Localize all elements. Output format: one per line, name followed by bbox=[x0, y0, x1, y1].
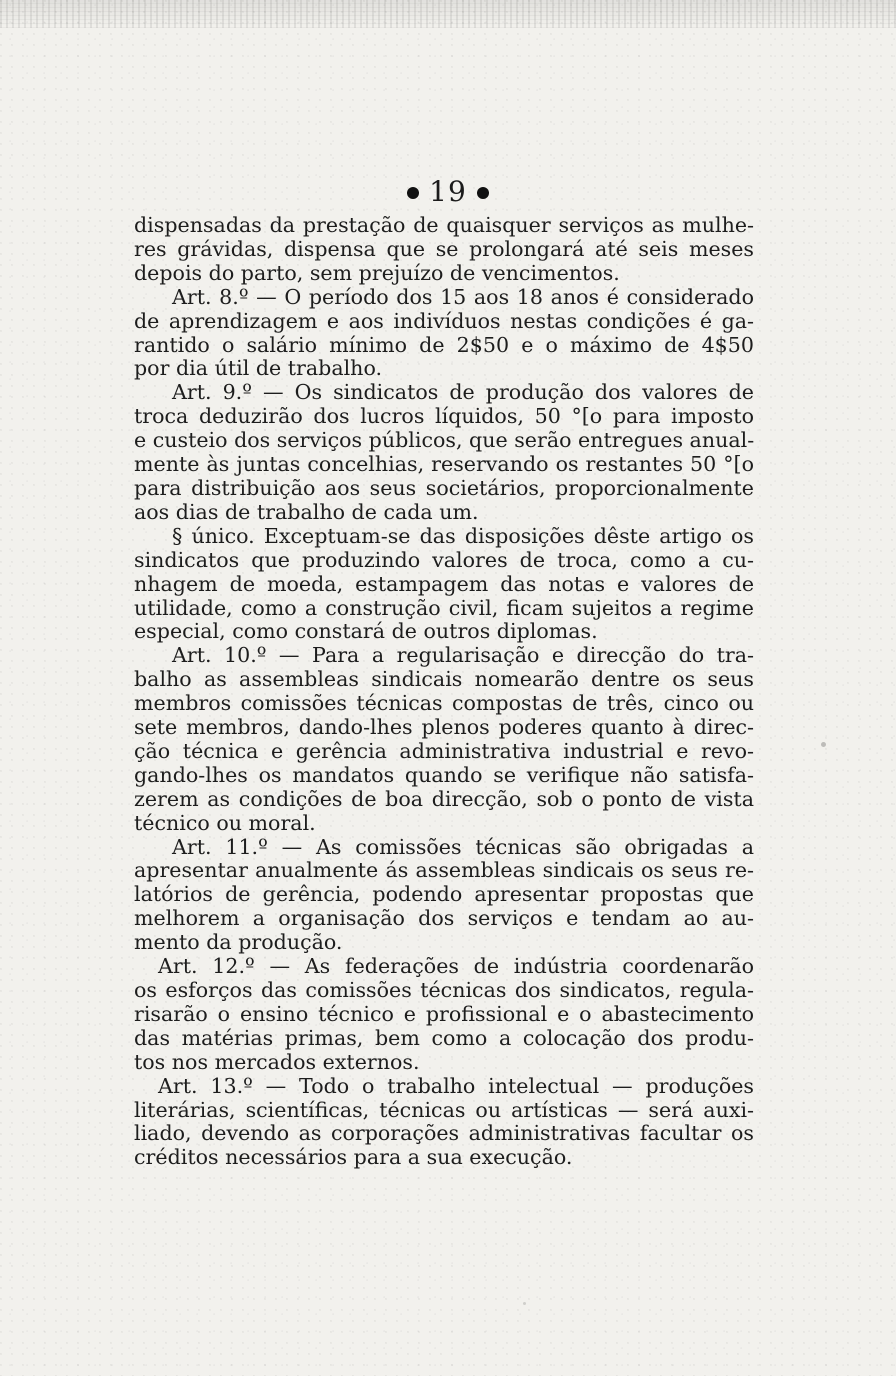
body-line: mente às juntas concelhias, reservando os restantes 50 °[o bbox=[134, 452, 754, 477]
body-line: troca deduzirão dos lucros líquidos, 50 °[o para imposto bbox=[134, 404, 754, 429]
body-line: das matérias primas, bem como a colocação dos produ- bbox=[134, 1025, 754, 1050]
body-line: apresentar anualmente ás assembleas sindicais os seus re- bbox=[134, 858, 754, 883]
body-line: os esforços das comissões técnicas dos sindicatos, regula- bbox=[134, 978, 754, 1002]
body-line: depois do parto, sem prejuízo de vencimentos. bbox=[134, 260, 620, 285]
paper-speck bbox=[523, 1302, 526, 1305]
body-line: técnico ou moral. bbox=[134, 810, 316, 835]
article-heading-line: Art. 8.º — O período dos 15 aos 18 anos é considerado bbox=[172, 284, 754, 309]
body-line: créditos necessários para a sua execução. bbox=[134, 1145, 573, 1170]
page-top-speckle bbox=[0, 0, 896, 28]
body-line: literárias, scientíficas, técnicas ou artísticas — será auxi- bbox=[134, 1097, 754, 1122]
body-line: gando-lhes os mandatos quando se verifique não satisfa- bbox=[134, 762, 754, 787]
body-line: tos nos mercados externos. bbox=[134, 1049, 420, 1074]
article-heading-line: Art. 9.º — Os sindicatos de produção dos valores de bbox=[172, 380, 754, 405]
body-line: para distribuição aos seus societários, proporcionalmente bbox=[134, 475, 754, 500]
article-heading-line: Art. 10.º — Para a regularisação e direcção do tra- bbox=[172, 643, 754, 668]
body-line: latórios de gerência, podendo apresentar propostas que bbox=[134, 882, 754, 907]
document-body bbox=[134, 214, 754, 1170]
article-heading-line: Art. 13.º — Todo o trabalho intelectual — produções bbox=[158, 1073, 754, 1098]
body-line: sete membros, dando-lhes plenos poderes quanto à direc- bbox=[134, 715, 754, 740]
paper-speck bbox=[821, 742, 826, 747]
body-line: utilidade, como a construção civil, ficam sujeitos a regime bbox=[134, 595, 754, 620]
body-line: mento da produção. bbox=[134, 930, 343, 955]
body-line: sindicatos que produzindo valores de troca, como a cu- bbox=[134, 547, 754, 572]
body-line: zerem as condições de boa direcção, sob o ponto de vista bbox=[134, 786, 754, 811]
page-number-wrap bbox=[407, 177, 489, 207]
body-line: dispensadas da prestação de quaisquer serviços as mulhe- bbox=[134, 213, 754, 237]
body-line: aos dias de trabalho de cada um. bbox=[134, 499, 479, 524]
section-line: § único. Exceptuam-se das disposições dêste artigo os bbox=[172, 523, 754, 548]
body-line: e custeio dos serviços públicos, que serão entregues anual- bbox=[134, 428, 755, 453]
article-heading-line: Art. 11.º — As comissões técnicas são obrigadas a bbox=[172, 834, 754, 859]
body-line: membros comissões técnicas compostas de três, cinco ou bbox=[134, 691, 754, 716]
body-line: melhorem a organisação dos serviços e tendam ao au- bbox=[134, 906, 754, 931]
page-header bbox=[0, 174, 896, 207]
body-line: risarão o ensino técnico e profissional e o abastecimento bbox=[134, 1001, 754, 1026]
body-line: por dia útil de trabalho. bbox=[134, 356, 383, 381]
body-line: especial, como constará de outros diplomas. bbox=[134, 619, 598, 644]
article-heading-line: Art. 12.º — As federações de indústria coordenarão bbox=[158, 954, 754, 979]
bullet-icon-left bbox=[407, 187, 419, 199]
body-line: ção técnica e gerência administrativa industrial e revo- bbox=[134, 738, 754, 763]
body-line: nhagem de moeda, estampagem das notas e valores de bbox=[134, 571, 754, 596]
body-line: res grávidas, dispensa que se prolongará até seis meses bbox=[134, 236, 754, 261]
page-number: 19 bbox=[429, 175, 467, 208]
body-line: de aprendizagem e aos indivíduos nestas condições é ga- bbox=[134, 308, 754, 333]
body-line: balho as assembleas sindicais nomearão dentre os seus bbox=[134, 667, 754, 692]
body-line: rantido o salário mínimo de 2$50 e o máximo de 4$50 bbox=[134, 332, 754, 357]
bullet-icon-right bbox=[477, 187, 489, 199]
body-line: liado, devendo as corporações administrativas facultar os bbox=[134, 1121, 754, 1146]
